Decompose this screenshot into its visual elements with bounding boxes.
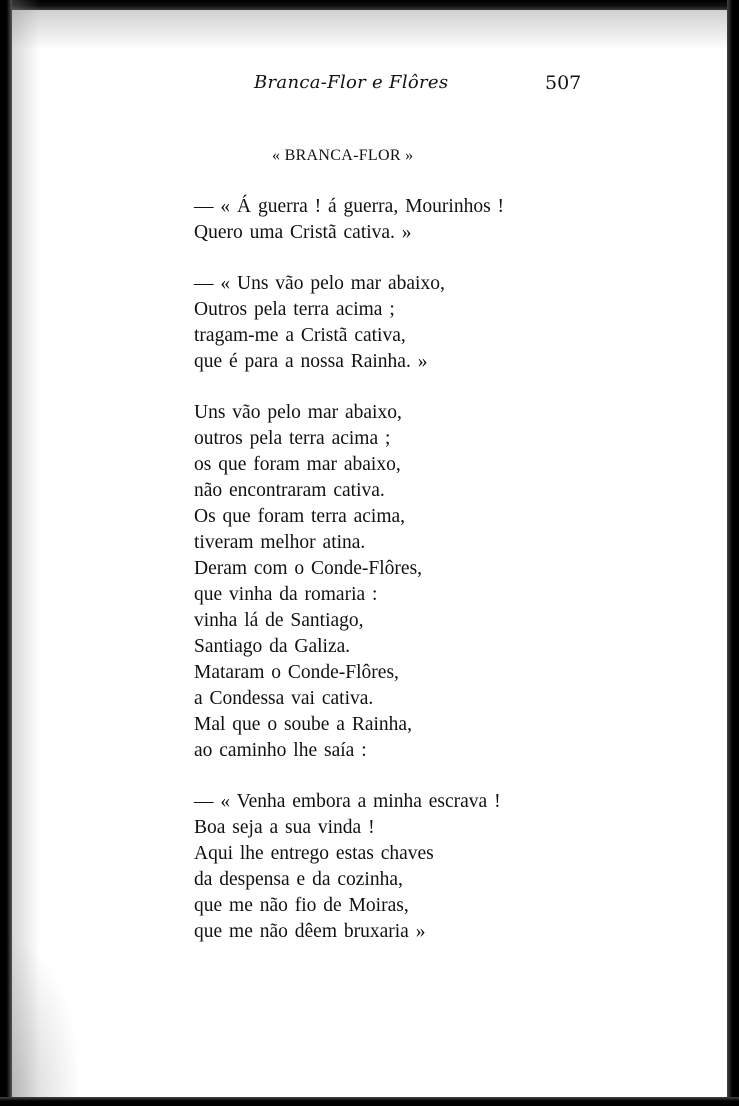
scan-border-left: [0, 0, 12, 1106]
verse-line: Aqui lhe entrego estas chaves: [194, 843, 434, 864]
verse-line: os que foram mar abaixo,: [194, 454, 401, 475]
stanza: [194, 400, 654, 764]
verse-line: Mal que o soube a Rainha,: [194, 714, 412, 735]
section-heading: « BRANCA-FLOR »: [272, 147, 414, 164]
scan-shadow-top: [0, 10, 739, 50]
running-title: Branca-Flor e Flôres: [254, 72, 449, 93]
verse-line: Quero uma Cristã cativa. »: [194, 222, 412, 243]
verse-line: — « Venha embora a minha escrava !: [194, 791, 501, 812]
stanza: [194, 194, 654, 246]
verse-line: Uns vão pelo mar abaixo,: [194, 402, 402, 423]
verse-line: a Condessa vai cativa.: [194, 688, 374, 709]
verse-line: Santiago da Galiza.: [194, 636, 351, 657]
scan-border-right: [727, 0, 739, 1106]
verse-line: não encontraram cativa.: [194, 480, 385, 501]
poem-body: [194, 194, 654, 970]
verse-line: Mataram o Conde-Flôres,: [194, 662, 399, 683]
verse-line: tragam-me a Cristã cativa,: [194, 325, 406, 346]
verse-line: que é para a nossa Rainha. »: [194, 351, 428, 372]
verse-line: vinha lá de Santiago,: [194, 610, 364, 631]
verse-line: da despensa e da cozinha,: [194, 869, 403, 890]
verse-line: outros pela terra acima ;: [194, 428, 391, 449]
scan-border-bottom: [0, 1097, 739, 1106]
scan-border-top: [0, 0, 739, 10]
verse-line: — « Á guerra ! á guerra, Mourinhos !: [194, 196, 505, 217]
scan-corner-shadow: [12, 937, 82, 1097]
stanza: [194, 789, 654, 945]
page-number: 507: [545, 72, 582, 94]
verse-line: que me não dêem bruxaria »: [194, 921, 426, 942]
verse-line: Os que foram terra acima,: [194, 506, 406, 527]
verse-line: que vinha da romaria :: [194, 584, 378, 605]
verse-line: Outros pela terra acima ;: [194, 299, 395, 320]
verse-line: — « Uns vão pelo mar abaixo,: [194, 273, 445, 294]
verse-line: Boa seja a sua vinda !: [194, 817, 375, 838]
stanza: [194, 271, 654, 375]
verse-line: ao caminho lhe saía :: [194, 740, 367, 761]
verse-line: que me não fio de Moiras,: [194, 895, 409, 916]
verse-line: Deram com o Conde-Flôres,: [194, 558, 423, 579]
verse-line: tiveram melhor atina.: [194, 532, 366, 553]
